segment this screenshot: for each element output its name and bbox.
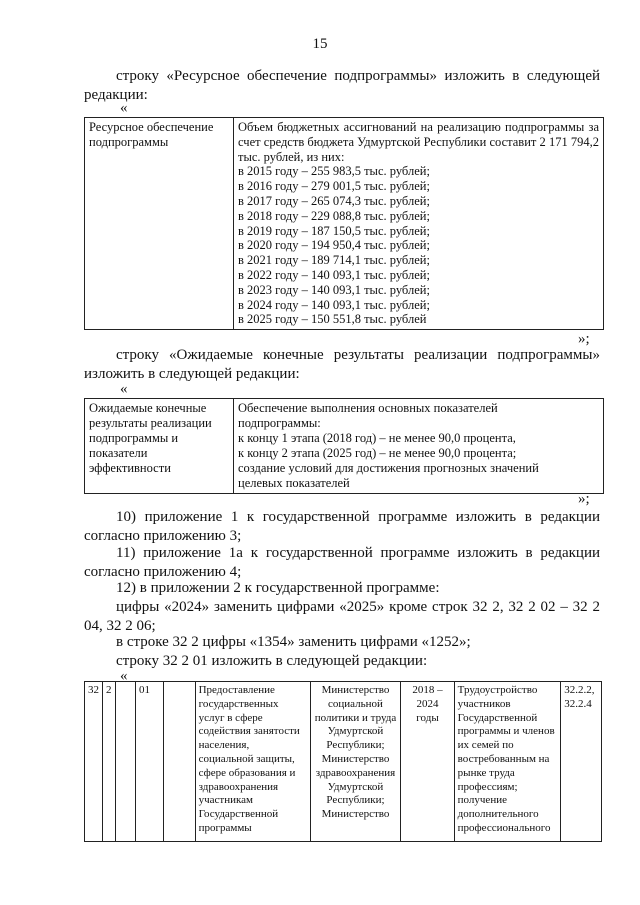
code-cell-3 (115, 682, 135, 842)
open-quote: « (120, 668, 128, 684)
code-cell-1: 32 (85, 682, 103, 842)
item-10: 10) приложение 1 к государственной программе изложить в редакции согласно приложению 3; (84, 509, 600, 544)
item-row-32-2-01: строку 32 2 01 изложить в следующей редакции: (116, 653, 428, 669)
year-line: в 2019 году – 187 150,5 тыс. рублей; (238, 223, 430, 238)
paragraph-resource-intro: строку «Ресурсное обеспечение подпрограммы» изложить в следующей редакции: (84, 68, 600, 103)
close-quote: »; (578, 331, 590, 347)
page-number: 15 (312, 36, 328, 52)
code-cell-4: 01 (136, 682, 164, 842)
year-line: в 2016 году – 279 001,5 тыс. рублей; (238, 179, 430, 194)
year-line: в 2018 году – 229 088,8 тыс. рублей; (238, 208, 430, 223)
results-line: к концу 2 этапа (2025 год) – не менее 90,0 процента; (238, 446, 517, 460)
paragraph-results-intro: строку «Ожидаемые конечные результаты реализации подпрограммы» изложить в следующей редакции: (84, 347, 600, 382)
results-line: Обеспечение выполнения основных показателей (238, 401, 498, 415)
resource-content-cell (234, 118, 604, 330)
name-cell: Предоставление государственных услуг в сфере содействия занятости населения, социальной защиты, сфере образования и здравоохранения участникам Государственной программы (195, 682, 310, 842)
results-line: создание условий для достижения прогнозных значений (238, 461, 539, 475)
code-cell-2: 2 (103, 682, 116, 842)
year-line: в 2020 году – 194 950,4 тыс. рублей; (238, 238, 430, 253)
year-line: в 2022 году – 140 093,1 тыс. рублей; (238, 267, 430, 282)
results-table (84, 398, 604, 494)
results-label-cell: Ожидаемые конечные результаты реализации подпрограммы и показатели эффективности (85, 399, 234, 494)
link-cell: 32.2.2, 32.2.4 (561, 682, 602, 842)
results-line: целевых показателей (238, 476, 350, 490)
resource-label-cell: Ресурсное обеспечение подпрограммы (85, 118, 234, 330)
code-cell-5 (164, 682, 195, 842)
executor-cell: Министерство социальной политики и труда Удмуртской Республики; Министерство здравоохранения Удмуртской Республики; Министерство (310, 682, 401, 842)
item-digits: цифры «2024» заменить цифрами «2025» кроме строк 32 2, 32 2 02 – 32 2 04, 32 2 06; (84, 599, 600, 634)
open-quote: « (120, 381, 128, 397)
year-line: в 2024 году – 140 093,1 тыс. рублей; (238, 297, 430, 312)
item-row-32-2: в строке 32 2 цифры «1354» заменить цифрами «1252»; (116, 634, 471, 650)
results-line: подпрограммы: (238, 416, 321, 430)
item-12: 12) в приложении 2 к государственной программе: (116, 580, 440, 596)
year-line: в 2023 году – 140 093,1 тыс. рублей; (238, 282, 430, 297)
open-quote: « (120, 100, 128, 116)
resource-intro: Объем бюджетных ассигнований на реализацию подпрограммы за счет средств бюджета Удмуртской Республики составит 2 171 794,2 тыс. рублей, из них: (238, 120, 599, 164)
year-line: в 2025 году – 150 551,8 тыс. рублей (238, 312, 427, 327)
period-cell: 2018 – 2024 годы (401, 682, 454, 842)
year-line: в 2015 году – 255 983,5 тыс. рублей; (238, 164, 430, 179)
close-quote: »; (578, 491, 590, 507)
year-line: в 2017 году – 265 074,3 тыс. рублей; (238, 193, 430, 208)
program-row-table (84, 681, 602, 842)
results-content-cell (234, 399, 604, 494)
result-cell: Трудоустройство участников Государственной программы и членов их семей по востребованным на рынке труда профессиям; получение дополнительного профессионального (454, 682, 561, 842)
year-line: в 2021 году – 189 714,1 тыс. рублей; (238, 253, 430, 268)
item-11: 11) приложение 1а к государственной программе изложить в редакции согласно приложению 4; (84, 545, 600, 580)
resource-table (84, 117, 604, 330)
results-line: к концу 1 этапа (2018 год) – не менее 90,0 процента, (238, 431, 516, 445)
